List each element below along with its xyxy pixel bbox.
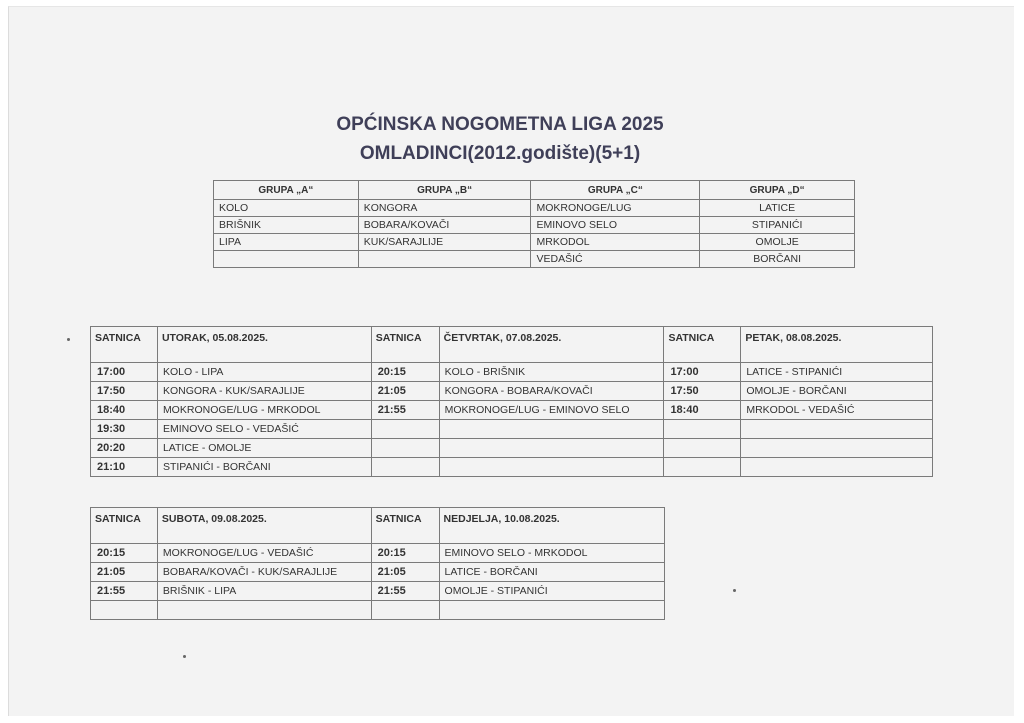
satnica-header: SATNICA bbox=[664, 327, 741, 363]
group-a-team: LIPA bbox=[214, 234, 359, 251]
groups-row bbox=[214, 234, 855, 251]
group-d-team: BORČANI bbox=[700, 251, 855, 268]
match-pairing bbox=[439, 439, 664, 458]
match-time bbox=[371, 458, 439, 477]
match-pairing bbox=[741, 420, 933, 439]
groups-header-row bbox=[214, 181, 855, 200]
match-time: 21:10 bbox=[91, 458, 158, 477]
group-b-team bbox=[358, 251, 531, 268]
group-b-team: KONGORA bbox=[358, 200, 531, 217]
match-pairing: MOKRONOGE/LUG - VEDAŠIĆ bbox=[157, 544, 371, 563]
match-time bbox=[371, 439, 439, 458]
match-pairing: OMOLJE - STIPANIĆI bbox=[439, 582, 664, 601]
match-time: 17:50 bbox=[664, 382, 741, 401]
satnica-header: SATNICA bbox=[91, 508, 158, 544]
match-pairing: EMINOVO SELO - MRKODOL bbox=[439, 544, 664, 563]
group-b-team: BOBARA/KOVAČI bbox=[358, 217, 531, 234]
day-header-subota: SUBOTA, 09.08.2025. bbox=[157, 508, 371, 544]
match-pairing: BOBARA/KOVAČI - KUK/SARAJLIJE bbox=[157, 563, 371, 582]
match-time: 20:20 bbox=[91, 439, 158, 458]
groups-row bbox=[214, 251, 855, 268]
schedule-row bbox=[91, 601, 665, 620]
match-pairing: BRIŠNIK - LIPA bbox=[157, 582, 371, 601]
groups-row bbox=[214, 217, 855, 234]
match-time: 18:40 bbox=[91, 401, 158, 420]
schedule-table-week1 bbox=[90, 326, 933, 477]
day-header-nedjelja: NEDJELJA, 10.08.2025. bbox=[439, 508, 664, 544]
match-time: 17:00 bbox=[664, 363, 741, 382]
schedule-row bbox=[91, 563, 665, 582]
match-time bbox=[664, 420, 741, 439]
satnica-header: SATNICA bbox=[91, 327, 158, 363]
match-pairing: LATICE - STIPANIĆI bbox=[741, 363, 933, 382]
groups-row bbox=[214, 200, 855, 217]
match-time: 20:15 bbox=[371, 363, 439, 382]
match-pairing bbox=[439, 420, 664, 439]
group-c-team: MRKODOL bbox=[531, 234, 700, 251]
match-pairing: KONGORA - BOBARA/KOVAČI bbox=[439, 382, 664, 401]
satnica-header: SATNICA bbox=[371, 327, 439, 363]
match-pairing bbox=[741, 458, 933, 477]
match-time: 20:15 bbox=[371, 544, 439, 563]
group-a-team: KOLO bbox=[214, 200, 359, 217]
group-header-d: GRUPA „D“ bbox=[700, 181, 855, 200]
match-time: 21:05 bbox=[371, 382, 439, 401]
group-header-c: GRUPA „C“ bbox=[531, 181, 700, 200]
schedule-row bbox=[91, 420, 933, 439]
schedule-row bbox=[91, 582, 665, 601]
match-time bbox=[664, 439, 741, 458]
group-a-team: BRIŠNIK bbox=[214, 217, 359, 234]
match-time: 20:15 bbox=[91, 544, 158, 563]
match-pairing: STIPANIĆI - BORČANI bbox=[157, 458, 371, 477]
schedule-row bbox=[91, 363, 933, 382]
satnica-header: SATNICA bbox=[371, 508, 439, 544]
schedule-header-row bbox=[91, 327, 933, 363]
group-c-team: EMINOVO SELO bbox=[531, 217, 700, 234]
match-pairing bbox=[157, 601, 371, 620]
match-time: 18:40 bbox=[664, 401, 741, 420]
document-subtitle: OMLADINCI(2012.godište)(5+1) bbox=[359, 143, 641, 164]
group-c-team: VEDAŠIĆ bbox=[531, 251, 700, 268]
match-pairing: MRKODOL - VEDAŠIĆ bbox=[741, 401, 933, 420]
day-header-utorak: UTORAK, 05.08.2025. bbox=[157, 327, 371, 363]
match-time: 17:50 bbox=[91, 382, 158, 401]
day-header-cetvrtak: ČETVRTAK, 07.08.2025. bbox=[439, 327, 664, 363]
match-pairing bbox=[439, 601, 664, 620]
match-time bbox=[371, 420, 439, 439]
groups-table bbox=[213, 180, 855, 268]
match-time bbox=[91, 601, 158, 620]
match-time: 21:55 bbox=[371, 401, 439, 420]
group-d-team: STIPANIĆI bbox=[700, 217, 855, 234]
match-pairing: KONGORA - KUK/SARAJLIJE bbox=[157, 382, 371, 401]
match-time: 21:05 bbox=[91, 563, 158, 582]
match-time: 17:00 bbox=[91, 363, 158, 382]
group-header-b: GRUPA „B“ bbox=[358, 181, 531, 200]
match-time: 21:55 bbox=[91, 582, 158, 601]
schedule-row bbox=[91, 382, 933, 401]
match-pairing: KOLO - BRIŠNIK bbox=[439, 363, 664, 382]
match-pairing: MOKRONOGE/LUG - MRKODOL bbox=[157, 401, 371, 420]
scan-speck bbox=[733, 589, 736, 592]
match-time bbox=[371, 601, 439, 620]
group-b-team: KUK/SARAJLIJE bbox=[358, 234, 531, 251]
group-header-a: GRUPA „A“ bbox=[214, 181, 359, 200]
group-c-team: MOKRONOGE/LUG bbox=[531, 200, 700, 217]
document-title: OPĆINSKA NOGOMETNA LIGA 2025 bbox=[336, 114, 664, 135]
schedule-header-row bbox=[91, 508, 665, 544]
match-time: 19:30 bbox=[91, 420, 158, 439]
schedule-row bbox=[91, 458, 933, 477]
schedule-row bbox=[91, 401, 933, 420]
match-time bbox=[664, 458, 741, 477]
match-pairing bbox=[439, 458, 664, 477]
match-time: 21:05 bbox=[371, 563, 439, 582]
group-d-team: LATICE bbox=[700, 200, 855, 217]
group-d-team: OMOLJE bbox=[700, 234, 855, 251]
schedule-table-weekend bbox=[90, 507, 665, 620]
match-pairing: LATICE - BORČANI bbox=[439, 563, 664, 582]
match-time: 21:55 bbox=[371, 582, 439, 601]
match-pairing: KOLO - LIPA bbox=[157, 363, 371, 382]
match-pairing: MOKRONOGE/LUG - EMINOVO SELO bbox=[439, 401, 664, 420]
match-pairing bbox=[741, 439, 933, 458]
scan-speck bbox=[67, 338, 70, 341]
scan-speck bbox=[183, 655, 186, 658]
match-pairing: EMINOVO SELO - VEDAŠIĆ bbox=[157, 420, 371, 439]
match-pairing: LATICE - OMOLJE bbox=[157, 439, 371, 458]
match-pairing: OMOLJE - BORČANI bbox=[741, 382, 933, 401]
group-a-team bbox=[214, 251, 359, 268]
schedule-row bbox=[91, 544, 665, 563]
day-header-petak: PETAK, 08.08.2025. bbox=[741, 327, 933, 363]
schedule-row bbox=[91, 439, 933, 458]
